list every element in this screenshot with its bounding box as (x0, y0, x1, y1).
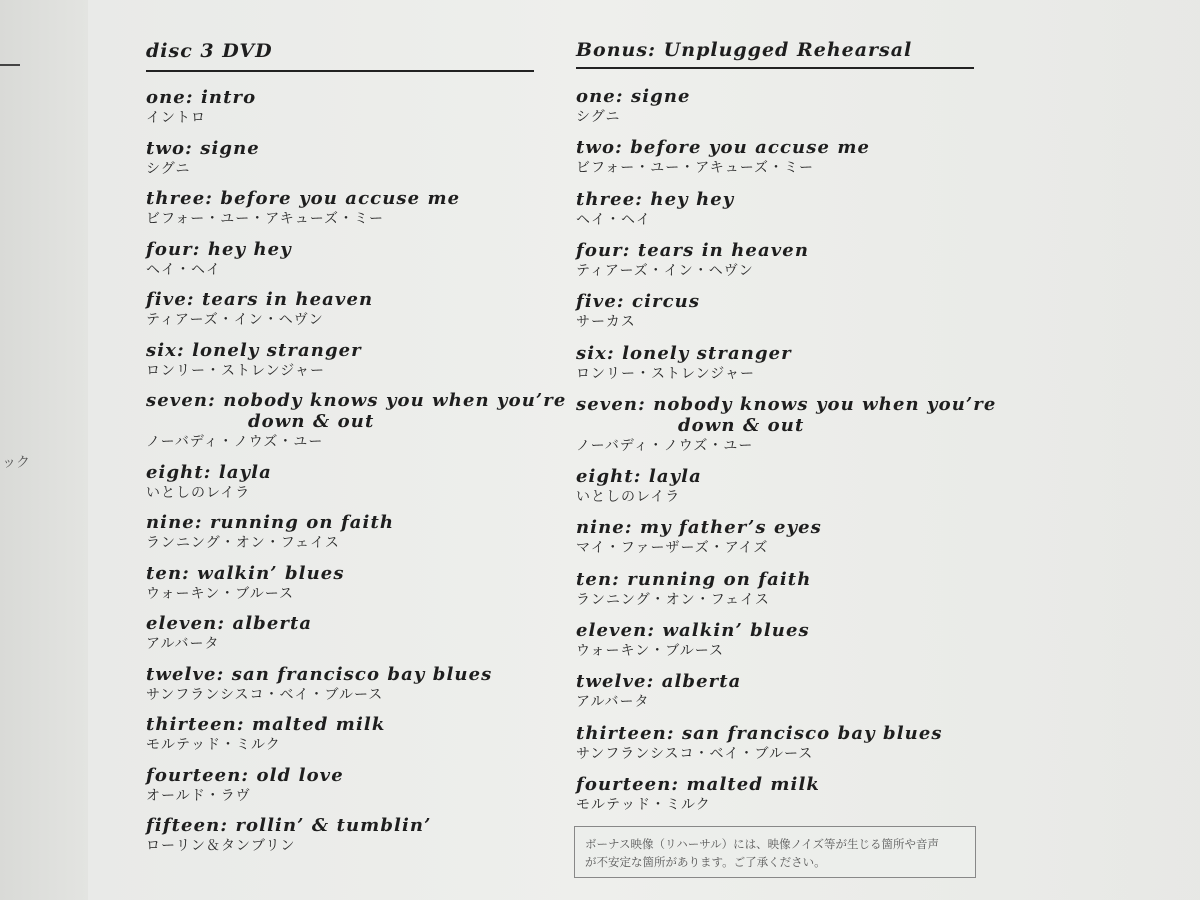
track-item (146, 563, 536, 604)
track-item (146, 613, 536, 654)
track-title-en: ten: walkin’ blues (146, 562, 345, 584)
track-item (576, 774, 976, 815)
track-title-ja: ティアーズ・イン・ヘヴン (146, 312, 324, 328)
track-item (576, 86, 976, 127)
bonus-disclaimer-note (574, 826, 976, 878)
track-item (576, 620, 976, 661)
track-item (576, 137, 976, 178)
track-title-ja: サンフランシスコ・ベイ・ブルース (576, 745, 814, 762)
track-item (146, 138, 536, 179)
track-title-en: four: hey hey (146, 238, 292, 260)
track-title-ja: シグニ (576, 109, 621, 125)
previous-page-edge (0, 0, 89, 900)
track-item (146, 664, 536, 705)
track-title-en: eight: layla (146, 461, 272, 483)
track-title-ja: ビフォー・ユー・アキューズ・ミー (576, 160, 815, 177)
track-title-ja: ヘイ・ヘイ (146, 261, 221, 278)
track-title-ja: ロンリー・ストレンジャー (576, 365, 756, 382)
track-title-en: two: signe (146, 137, 260, 159)
note-line-1: ボーナス映像（リハーサル）には、映像ノイズ等が生じる箇所や音声 (585, 837, 939, 851)
track-title-ja: ティアーズ・イン・ヘヴン (576, 262, 754, 279)
track-title-en: thirteen: san francisco bay blues (576, 722, 943, 744)
track-title-en: seven: nobody knows you when you’re (576, 393, 997, 415)
page-shading (1088, 0, 1200, 900)
track-title-en: three: hey hey (576, 188, 735, 210)
track-title-en: fourteen: malted milk (576, 773, 820, 795)
track-item (576, 671, 976, 712)
bonus-heading-rule (576, 67, 974, 69)
track-title-en: five: tears in heaven (146, 289, 374, 310)
track-title-ja: いとしのレイラ (576, 489, 681, 506)
track-item (576, 723, 976, 764)
page-edge-rule (0, 64, 20, 66)
track-item (576, 466, 976, 507)
track-title-ja: ビフォー・ユー・アキューズ・ミー (146, 211, 385, 227)
track-title-ja: マイ・ファーザーズ・アイズ (576, 540, 769, 557)
track-title-en: eleven: alberta (146, 613, 313, 634)
track-item (576, 240, 976, 281)
track-item (146, 512, 536, 553)
track-title-ja: ノーバディ・ノウズ・ユー (146, 434, 324, 450)
track-title-ja: オールド・ラヴ (146, 787, 251, 804)
track-title-ja: ウォーキン・ブルース (146, 585, 295, 602)
track-title-en: nine: my father’s eyes (576, 517, 822, 539)
track-title-en: five: circus (576, 291, 701, 313)
track-title-ja: イントロ (146, 110, 206, 126)
track-title-ja: アルバータ (576, 694, 650, 711)
track-title-en: fifteen: rollin’ & tumblin’ (146, 815, 432, 836)
note-line-2: が不安定な箇所があります。ご了承ください。 (585, 855, 826, 869)
track-title-ja: モルテッド・ミルク (146, 737, 281, 753)
track-title-ja: モルテッド・ミルク (576, 796, 711, 813)
track-title-en: six: lonely stranger (146, 339, 362, 361)
track-title-en: ten: running on faith (576, 568, 812, 590)
track-title-en: four: tears in heaven (576, 239, 810, 261)
track-item (146, 188, 536, 229)
track-title-ja: サンフランシスコ・ベイ・ブルース (146, 686, 384, 703)
track-title-ja: ローリン＆タンブリン (146, 838, 296, 854)
track-item (146, 815, 536, 856)
track-title-ja: ロンリー・ストレンジャー (146, 362, 326, 379)
track-title-en: nine: running on faith (146, 512, 395, 533)
track-item (146, 462, 536, 503)
track-title-ja: ノーバディ・ノウズ・ユー (576, 437, 754, 454)
track-title-en-continued: down & out (678, 414, 805, 436)
track-item (146, 390, 567, 452)
track-title-ja: ランニング・オン・フェイス (146, 535, 340, 551)
track-item (576, 189, 976, 230)
track-item (576, 343, 976, 384)
track-title-en: twelve: alberta (576, 671, 742, 693)
track-title-ja: いとしのレイラ (146, 484, 251, 501)
track-title-en: thirteen: malted milk (146, 714, 386, 735)
track-title-en: one: signe (576, 86, 691, 107)
disc3-heading-rule (146, 70, 534, 72)
track-title-en: eight: layla (576, 466, 702, 488)
track-title-ja: シグニ (146, 160, 191, 177)
track-item (146, 289, 536, 330)
bonus-heading: Bonus: Unplugged Rehearsal (576, 39, 913, 61)
track-title-en: six: lonely stranger (576, 342, 792, 364)
track-item (146, 714, 536, 755)
page-edge-text-fragment: ック (2, 455, 30, 471)
track-title-ja: ヘイ・ヘイ (576, 211, 651, 228)
track-item (146, 340, 536, 381)
track-item (576, 393, 997, 456)
track-title-ja: ランニング・オン・フェイス (576, 591, 770, 608)
track-item (146, 239, 536, 280)
track-item (146, 765, 536, 806)
track-title-en: one: intro (146, 87, 257, 108)
track-item (576, 291, 976, 332)
track-item (576, 517, 976, 558)
track-title-en: twelve: san francisco bay blues (146, 663, 493, 685)
track-title-en: three: before you accuse me (146, 188, 461, 209)
track-title-ja: サーカス (576, 314, 636, 331)
track-title-en: two: before you accuse me (576, 137, 871, 159)
track-title-ja: ウォーキン・ブルース (576, 643, 725, 659)
track-title-ja: アルバータ (146, 636, 220, 652)
disc3-heading: disc 3 DVD (146, 40, 273, 62)
track-title-en: eleven: walkin’ blues (576, 620, 810, 641)
track-title-en: seven: nobody knows you when you’re (146, 390, 567, 411)
track-item (576, 569, 976, 610)
track-item (146, 87, 536, 128)
track-title-en-continued: down & out (248, 411, 375, 432)
track-title-en: fourteen: old love (146, 764, 344, 786)
